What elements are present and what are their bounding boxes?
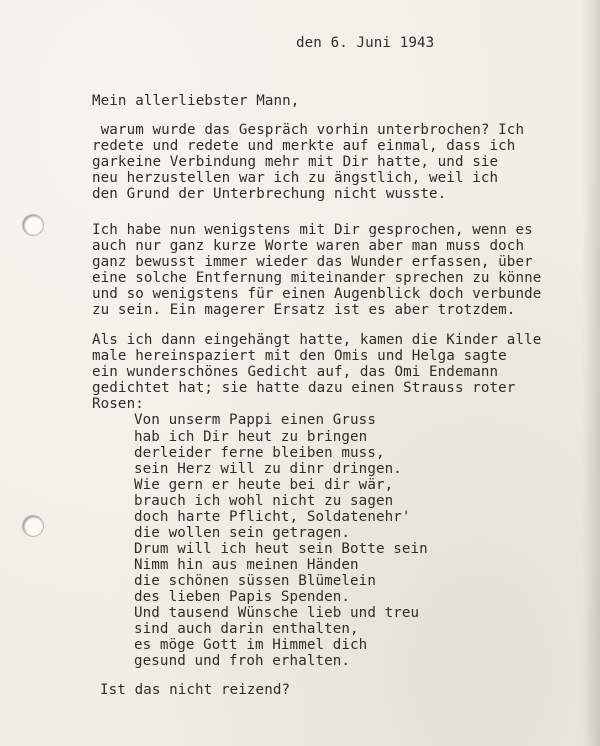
paragraph-2-line: ganz bewusst immer wieder das Wunder erfassen, über <box>92 254 533 270</box>
poem-line: Von unserm Pappi einen Gruss <box>134 412 376 428</box>
poem-line: Wie gern er heute bei dir wär, <box>134 477 394 493</box>
poem-line: hab ich Dir heut zu bringen <box>134 429 368 445</box>
letter-salutation: Mein allerliebster Mann, <box>92 93 300 109</box>
poem-line: Und tausend Wünsche lieb und treu <box>134 605 420 621</box>
paragraph-3-line: Als ich dann eingehängt hatte, kamen die Kinder alle <box>92 332 542 348</box>
letter-closing: Ist das nicht reizend? <box>100 682 291 698</box>
poem-line: des lieben Papis Spenden. <box>134 589 351 605</box>
poem-line: Drum will ich heut sein Botte sein <box>134 541 428 557</box>
letter-date: den 6. Juni 1943 <box>296 35 435 51</box>
poem-line: brauch ich wohl nicht zu sagen <box>134 493 394 509</box>
poem-line: Nimm hin aus meinen Händen <box>134 557 359 573</box>
poem-line: gesund und froh erhalten. <box>134 653 351 669</box>
poem-line: die schönen süssen Blümelein <box>134 573 376 589</box>
paragraph-3-line: ein wunderschönes Gedicht auf, das Omi Endemann <box>92 364 499 380</box>
paragraph-2-line: Ich habe nun wenigstens mit Dir gesprochen, wenn es <box>92 222 533 238</box>
paragraph-2-line: zu sein. Ein magerer Ersatz ist es aber trotzdem. <box>92 302 516 318</box>
poem-line: derleider ferne bleiben muss, <box>134 445 385 461</box>
poem-line: die wollen sein getragen. <box>134 525 351 541</box>
paragraph-1-line: neu herzustellen war ich zu ängstlich, weil ich <box>92 170 499 186</box>
paragraph-1-line: warum wurde das Gespräch vorhin unterbrochen? Ich <box>92 122 525 138</box>
poem-line: doch harte Pflicht, Soldatenehr' <box>134 509 411 525</box>
poem-line: es möge Gott im Himmel dich <box>134 637 368 653</box>
paragraph-2-line: und so wenigstens für einen Augenblick doch verbunde <box>92 286 542 302</box>
punch-hole-bottom <box>23 516 43 536</box>
paragraph-1-line: den Grund der Unterbrechung nicht wusste. <box>92 186 447 202</box>
paragraph-3-line: male hereinspaziert mit den Omis und Helga sagte <box>92 348 507 364</box>
paragraph-2-line: eine solche Entfernung miteinander sprechen zu könne <box>92 270 542 286</box>
punch-hole-top <box>23 215 43 235</box>
paper-edge-shadow <box>582 0 600 746</box>
paragraph-2-line: auch nur ganz kurze Worte waren aber man muss doch <box>92 238 525 254</box>
paragraph-1-line: garkeine Verbindung mehr mit Dir hatte, und sie <box>92 154 499 170</box>
poem-line: sein Herz will zu dinr dringen. <box>134 461 402 477</box>
paragraph-1-line: redete und redete und merkte auf einmal, dass ich <box>92 138 516 154</box>
poem-line: sind auch darin enthalten, <box>134 621 359 637</box>
paragraph-3-line: gedichtet hat; sie hatte dazu einen Strauss roter <box>92 380 516 396</box>
paragraph-3-line: Rosen: <box>92 396 144 412</box>
